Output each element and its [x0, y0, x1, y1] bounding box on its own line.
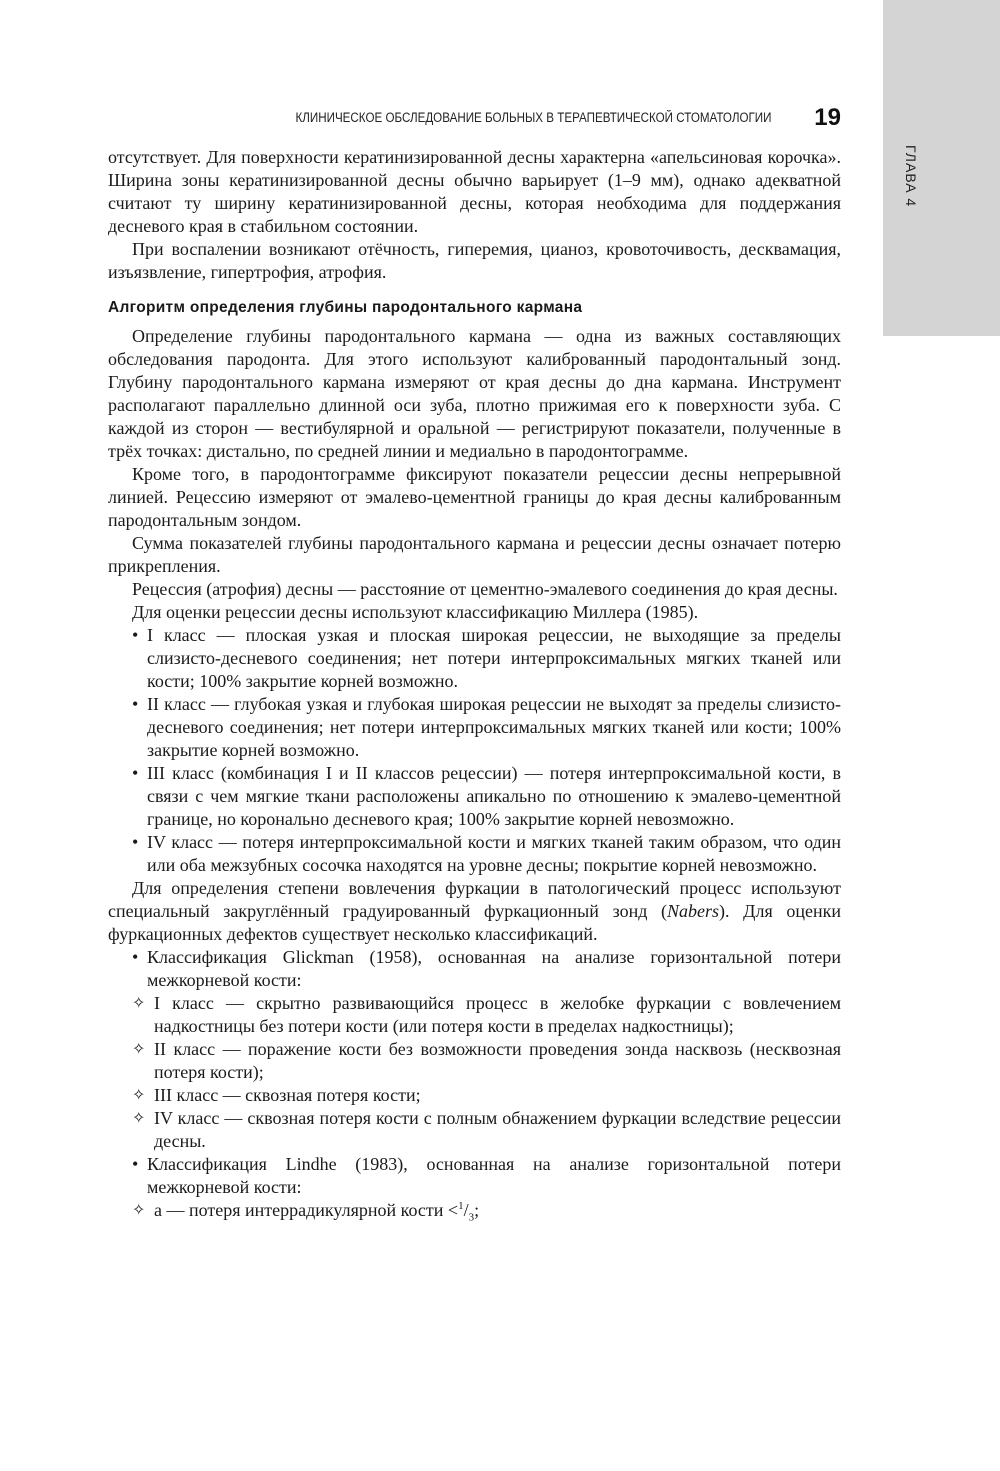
list-item — [108, 762, 841, 831]
paragraph-5: Сумма показателей глубины пародонтального кармана и рецессии десны означает потерю прикрепления. — [108, 533, 841, 576]
fraction-numerator: 1 — [458, 1200, 464, 1212]
paragraph-8-start: Для определения степени вовлечения фуркации в патологический процесс используют специальный закруглённый градуированный фуркационный зонд ( — [108, 878, 841, 921]
sublist-item-text: II класс — поражение кости без возможности проведения зонда насквозь (несквозная потеря кости); — [154, 1039, 841, 1082]
glickman-title: Классификация Glickman (1958), основанная на анализе горизонтальной потери межкорневой кости: — [147, 947, 841, 990]
sublist-item — [108, 1199, 841, 1222]
sublist-item-end: ; — [474, 1200, 480, 1220]
furcation-classification-list — [108, 946, 841, 1222]
miller-classification-list — [108, 624, 841, 877]
sublist-item — [108, 1038, 841, 1084]
paragraph-2: При воспалении возникают отёчность, гиперемия, цианоз, кровоточивость, десквамация, изъязвление, гипертрофия, атрофия. — [108, 239, 841, 282]
list-item-text: IV класс — потеря интерпроксимальной кости и мягких тканей таким образом, что один или оба межзубных сосочка находятся на уровне десны; покрытие корней невозможно. — [147, 832, 841, 875]
bullet-icon: • — [132, 832, 139, 852]
paragraph-8 — [108, 877, 841, 946]
paragraph-8-end: ). Для оценки фуркационных дефектов существует несколько классификаций. — [108, 901, 842, 944]
bullet-icon: • — [132, 947, 139, 967]
bullet-icon: • — [132, 1154, 139, 1174]
list-item-lindhe — [108, 1153, 841, 1222]
chapter-label: ГЛАВА 4 — [903, 145, 919, 208]
bullet-icon: • — [132, 625, 139, 645]
list-item — [108, 831, 841, 877]
fraction-one-third — [458, 1200, 475, 1224]
sublist-item-text: I класс — скрытно развивающийся процесс в желобке фуркации с вовлечением надкостницы без потери кости (или потеря кости в пределах надкостницы); — [154, 993, 841, 1036]
bullet-icon: • — [132, 694, 139, 714]
page-number: 19 — [814, 104, 841, 131]
list-item-glickman — [108, 946, 841, 1153]
nabers-probe-name: Nabers — [667, 901, 720, 921]
page-header — [108, 104, 843, 134]
fraction-slash: / — [463, 1200, 469, 1220]
bullet-icon: • — [132, 763, 139, 783]
diamond-bullet-icon: ✧ — [132, 1041, 146, 1058]
running-title: КЛИНИЧЕСКОЕ ОБСЛЕДОВАНИЕ БОЛЬНЫХ В ТЕРАПЕВТИЧЕСКОЙ СТОМАТОЛОГИИ — [295, 110, 771, 125]
sublist-item-text: а — потеря интеррадикулярной кости < — [154, 1200, 459, 1220]
lindhe-title: Классификация Lindhe (1983), основанная на анализе горизонтальной потери межкорневой кости: — [147, 1154, 841, 1197]
list-item — [108, 693, 841, 762]
sublist-item-text: III класс — сквозная потеря кости; — [154, 1085, 421, 1105]
paragraph-3: Определение глубины пародонтального кармана — одна из важных составляющих обследования пародонта. Для этого используют калиброванный пародонтальный зонд. Глубину пародонтального кармана измеряют от края десны до дна кармана. Инструмент располагают параллельно длинной оси зуба, плотно прижимая его к поверхности зуба. С каждой из сторон — вестибулярной и оральной — регистрируют показатели, полученные в трёх точках: дистально, по средней линии и медиально в пародонтограмме. — [108, 326, 841, 461]
paragraph-1: отсутствует. Для поверхности кератинизированной десны характерна «апельсиновая корочка». Ширина зоны кератинизированной десны обычно варьирует (1–9 мм), однако адекватной считают ту ширину кератинизированной десны, которая необходима для поддержания десневого края в стабильном состоянии. — [108, 147, 841, 236]
sublist-item — [108, 1084, 841, 1107]
diamond-bullet-icon: ✧ — [132, 1087, 146, 1104]
paragraph-4: Кроме того, в пародонтограмме фиксируют показатели рецессии десны непрерывной линией. Рецессию измеряют от эмалево-цементной границы до края десны калиброванным пародонтальным зондом. — [108, 464, 841, 530]
list-item — [108, 624, 841, 693]
page-body — [108, 146, 841, 1222]
chapter-tab — [883, 0, 1000, 336]
paragraph-6: Рецессия (атрофия) десны — расстояние от цементно-эмалевого соединения до края десны. — [132, 579, 838, 599]
diamond-bullet-icon: ✧ — [132, 1110, 146, 1127]
lindhe-sublist — [108, 1199, 841, 1222]
section-heading: Алгоритм определения глубины пародонтального кармана — [108, 299, 583, 316]
sublist-item-text: IV класс — сквозная потеря кости с полным обнажением фуркации вследствие рецессии десны. — [154, 1108, 841, 1151]
diamond-bullet-icon: ✧ — [132, 1202, 146, 1219]
list-item-text: III класс (комбинация I и II классов рецессии) — потеря интерпроксимальной кости, в связи с чем мягкие ткани расположены апикально по отношению к эмалево-цементной границе, но коронально десневого края; 100% закрытие корней невозможно. — [147, 763, 841, 829]
sublist-item — [108, 1107, 841, 1153]
glickman-sublist — [108, 992, 841, 1153]
list-item-text: I класс — плоская узкая и плоская широкая рецессии, не выходящие за пределы слизисто-десневого соединения; нет потери интерпроксимальных мягких тканей или кости; 100% закрытие корней возможно. — [147, 625, 841, 691]
fraction-denominator: 3 — [468, 1211, 475, 1224]
list-item-text: II класс — глубокая узкая и глубокая широкая рецессии не выходят за пределы слизисто-десневого соединения; нет потери интерпроксимальных мягких тканей или кости; 100% закрытие корней возможно. — [147, 694, 841, 760]
sublist-item — [108, 992, 841, 1038]
diamond-bullet-icon: ✧ — [132, 995, 146, 1012]
paragraph-7: Для оценки рецессии десны используют классификацию Миллера (1985). — [132, 602, 699, 622]
